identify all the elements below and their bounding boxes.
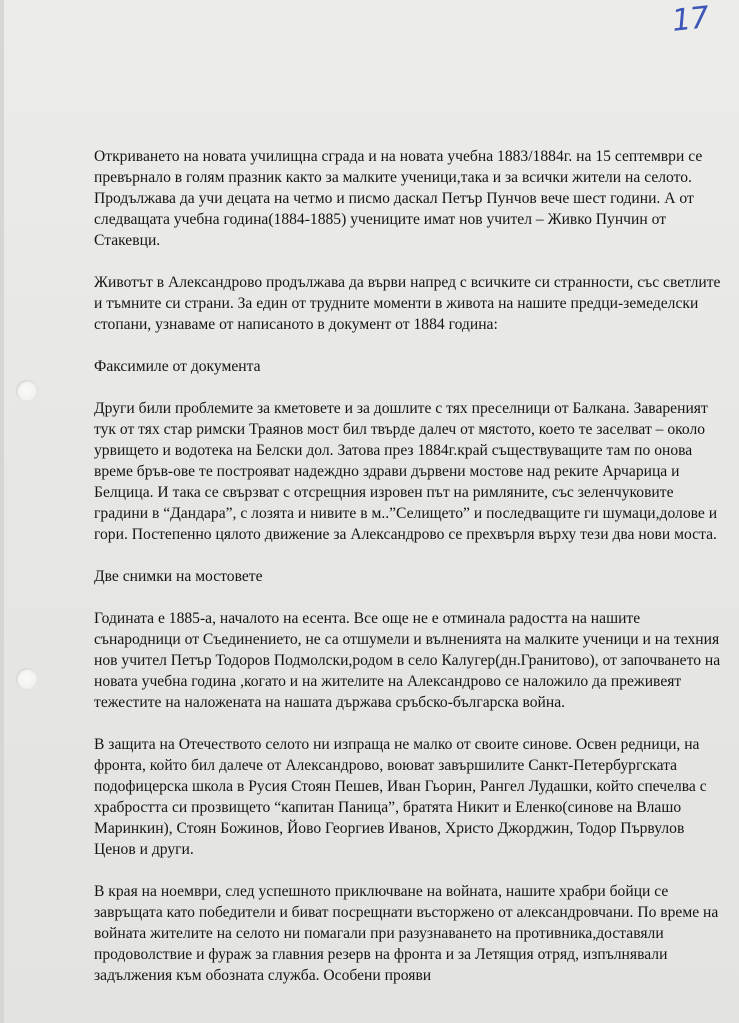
document-body: [94, 146, 724, 1007]
caption-bridge-photos: Две снимки на мостовете: [94, 568, 263, 585]
paragraph-defenders: В защита на Отечеството селото ни изпраща не малко от своите синове. Освен редници, на фронта, който бил далече от Александрово, воюват завършилите Санкт-Петербургската подофицерска школа в Русия Стоян Пешев, Иван Гьорин, Рангел Лудашки, който спечелва с храбростта си прозвището “капитан Паница”, братята Никит и Еленко(синове на Влашо Маринкин), Стоян Божинов, Йово Георгиев Иванов, Христо Джорджин, Тодор Първулов Ценов и други.: [94, 736, 707, 858]
handwritten-page-number: 17: [670, 0, 710, 39]
paragraph-school-opening: Откриването на новата училищна сграда и на новата учебна 1883/1884г. на 15 септември се превърнало в голям празник както за малките ученици,така и за всички жители на селото. Продължава да учи децата на четмо и писмо даскал Петър Пунчов вече шест години. А от следващата учебна година(1884-1885) учениците имат нов учител – Живко Пунчин от Стакевци.: [94, 148, 703, 249]
paragraph-war-1885: Годината е 1885-а, началото на есента. Все още не е отминала радостта на нашите сънародници от Съединението, не са отшумели и вълненията на малките ученици и на техния нов учител Петър Тодоров Подмолски,родом в село Калугер(дн.Гранитово), от започването на новата учебна година ,когато и на жителите на Александрово се наложило да преживеят тежестите на наложената на нашата държава сръбско-българска война.: [94, 610, 721, 711]
paragraph-bridges: Други били проблемите за кметовете и за дошлите с тях преселници от Балкана. Завареният тук от тях стар римски Траянов мост бил твърде далеч от мястото, което те заселват – около урвището и водотека на Белски дол. Затова през 1884г.край съществуващите там по онова време бръв-ове те построяват надеждно здрави дървени мостове над реките Арчарица и Белцица. И така се свързват с отсрещния изровен път на римляните, със зеленчуковите градини в “Дандара”, с лозята и нивите в м..”Селището” и последващите ги шумаци,долове и гори. Постепенно цялото движение за Александрово се прехвърля върху тези два нови моста.: [94, 400, 718, 543]
paragraph-return: В края на ноември, след успешното приключване на войната, нашите храбри бойци се завръщата като победители и биват посрещнати въсторжено от александровчани. По време на войната жителите на селото ни помагали при разузнаването на противника,доставяли продоволствие и фураж за главния резерв на фронта и за Летящия отряд, изпълнявали задължения към обозната служба. Особени прояви: [94, 883, 719, 984]
paragraph-life-in-aleksandrovo: Животът в Александрово продължава да върви напред с всичките си странности, със светлите и тъмните си страни. За един от трудните моменти в живота на нашите предци-земеделски стопани, узнаваме от написаното в документ от 1884 година:: [94, 274, 721, 333]
punch-hole-top: [16, 380, 38, 402]
punch-hole-bottom: [16, 668, 38, 690]
caption-document-facsimile: Факсимиле от документа: [94, 358, 261, 375]
